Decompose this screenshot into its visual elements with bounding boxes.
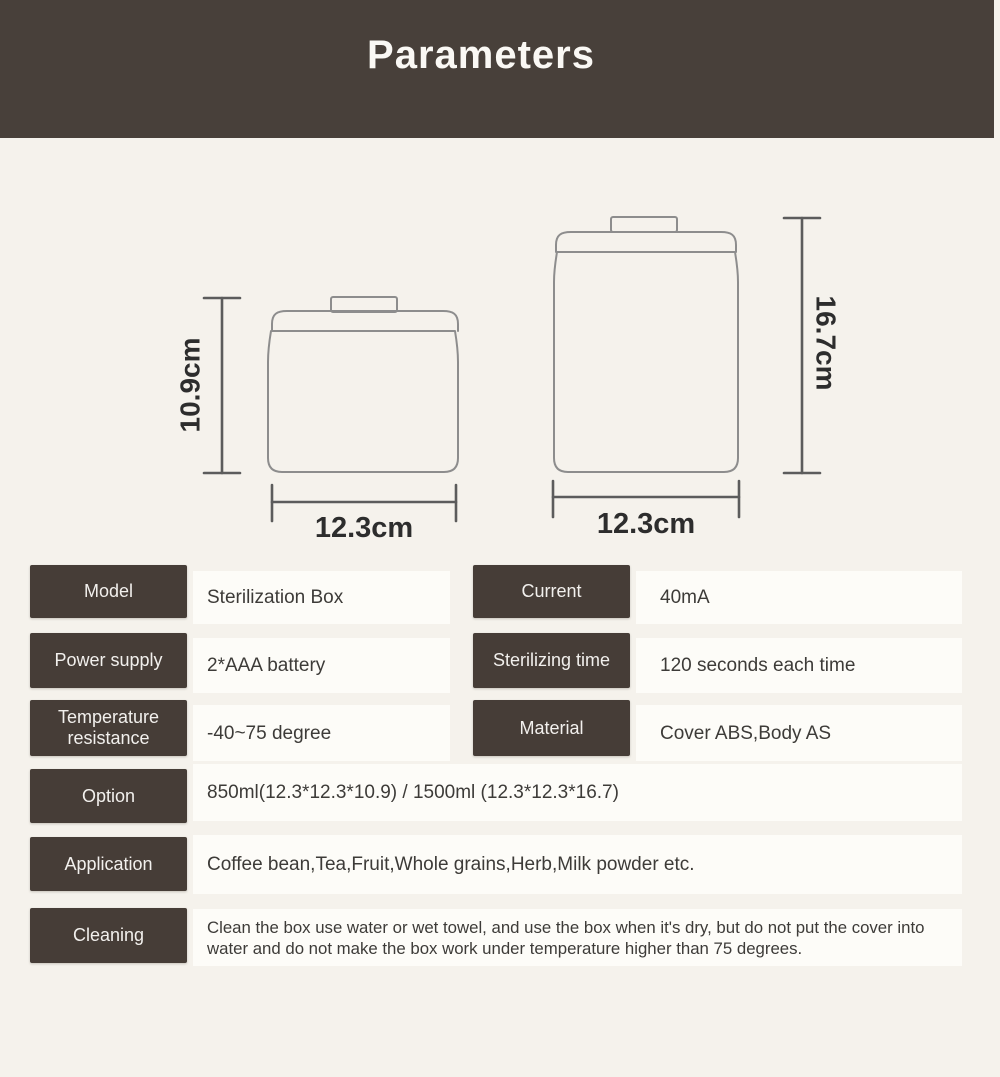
spec-value-text: 2*AAA battery — [207, 655, 326, 676]
spec-label-text: Power supply — [54, 650, 163, 670]
spec-label-power-supply — [30, 633, 187, 688]
spec-value-text: -40~75 degree — [207, 722, 332, 744]
spec-label-current — [473, 565, 630, 618]
small-container-drawing — [268, 297, 458, 472]
spec-value-cleaning — [193, 909, 962, 966]
spec-value-sterilizing-time — [636, 638, 962, 693]
spec-label-text: Material — [519, 717, 584, 738]
large-container-drawing — [554, 217, 738, 472]
spec-label-cleaning — [30, 908, 187, 963]
large-width-label: 12.3cm — [596, 508, 696, 540]
spec-value-text: Cover ABS,Body AS — [660, 722, 832, 744]
large-body — [554, 252, 738, 472]
large-lid-knob — [611, 217, 677, 232]
spec-label-temperature-resistance — [30, 700, 187, 756]
spec-value-text: Sterilization Box — [207, 587, 344, 608]
spec-value-option — [193, 764, 962, 821]
spec-value-current — [636, 571, 962, 624]
small-lid-knob — [331, 297, 397, 312]
small-lid — [272, 311, 458, 331]
spec-label-option — [30, 769, 187, 823]
small-height-label: 10.9cm — [174, 337, 206, 433]
spec-label-text: Application — [64, 853, 153, 874]
spec-value-temperature-resistance — [193, 705, 450, 761]
large-lid — [556, 232, 736, 252]
spec-label-sterilizing-time — [473, 633, 630, 688]
spec-value-text: 120 seconds each time — [660, 655, 856, 676]
large-height-label: 16.7cm — [810, 295, 842, 391]
spec-value-power-supply — [193, 638, 450, 693]
small-body — [268, 331, 458, 472]
page-title: Parameters — [367, 33, 595, 77]
spec-value-text: 850ml(12.3*12.3*10.9) / 1500ml (12.3*12.3*16.7) — [207, 782, 619, 803]
spec-value-text: Clean the box use water or wet towel, and use the box when it's dry, but do not put the cover into water and do not make the box work under temperature higher than 75 degrees. — [207, 917, 925, 958]
spec-label-text: Cleaning — [72, 925, 145, 945]
spec-label-text: Sterilizing time — [492, 650, 611, 670]
spec-label-material — [473, 700, 630, 756]
large-width-dimension — [553, 481, 739, 540]
spec-value-model — [193, 571, 450, 624]
spec-value-text: Coffee bean,Tea,Fruit,Whole grains,Herb,Milk powder etc. — [207, 854, 695, 875]
spec-value-application — [193, 835, 962, 894]
small-height-dimension — [175, 298, 241, 473]
small-width-label: 12.3cm — [314, 512, 414, 544]
small-width-dimension — [272, 485, 456, 544]
spec-value-text: 40mA — [660, 587, 710, 608]
spec-label-text: Model — [83, 581, 134, 601]
spec-label-application — [30, 837, 187, 891]
spec-value-material — [636, 705, 962, 761]
spec-label-text: Temperature resistance — [57, 707, 160, 748]
large-height-dimension — [784, 218, 842, 473]
spec-label-text: Current — [521, 581, 582, 601]
spec-label-text: Option — [81, 785, 136, 806]
spec-label-model — [30, 565, 187, 618]
